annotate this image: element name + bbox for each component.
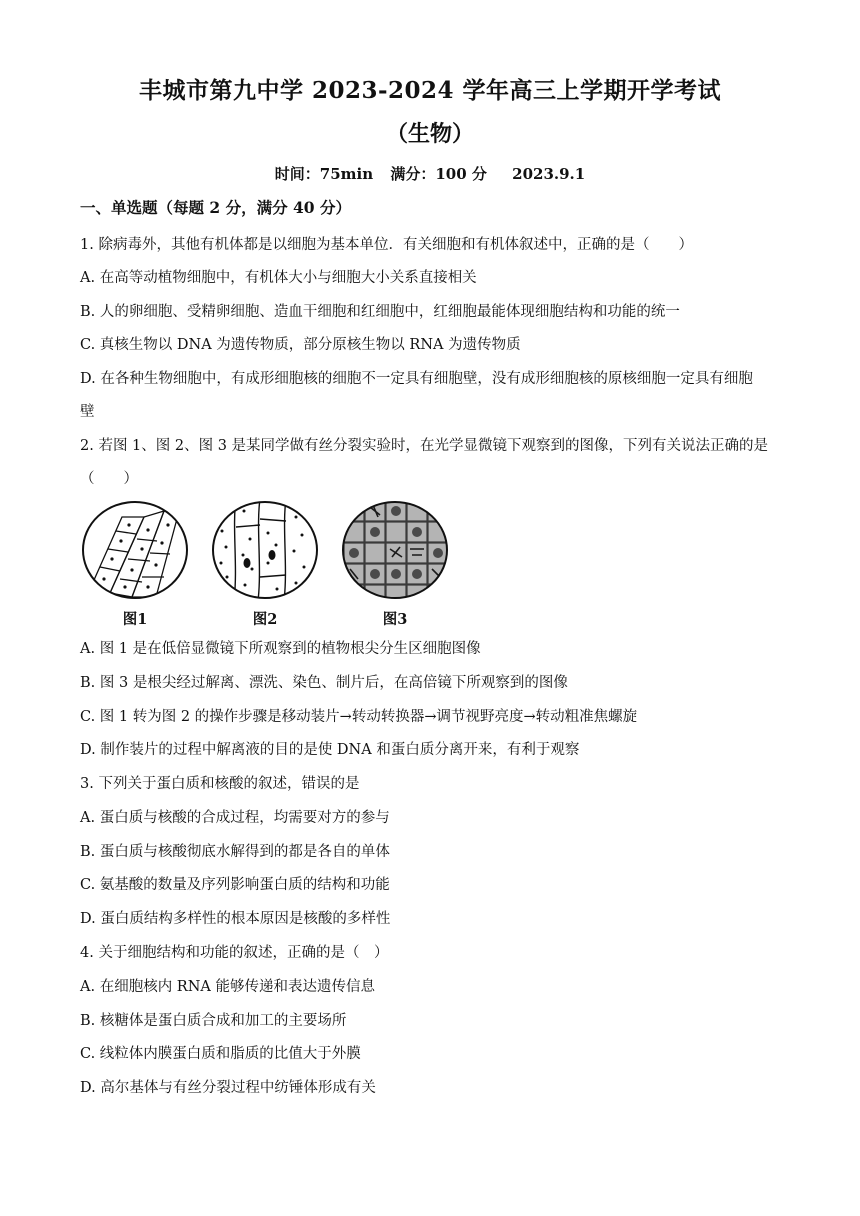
section-heading: 一、单选题（每题 2 分，满分 40 分） [80,198,351,217]
q4-option-d: D. 高尔基体与有丝分裂过程中纺锤体形成有关 [80,1080,376,1096]
q2-option-c: C. 图 1 转为图 2 的操作步骤是移动装片→转动转换器→调节视野亮度→转动粗准焦螺旋 [80,709,638,725]
q4-option-a: A. 在细胞核内 RNA 能够传递和表达遗传信息 [80,979,375,995]
figure-3-caption: 图3 [382,611,408,628]
figure-2-drawing [210,497,320,603]
figure-3 [340,497,450,628]
q1-option-b: B. 人的卵细胞、受精卵细胞、造血干细胞和红细胞中，红细胞最能体现细胞结构和功能的统一 [80,304,680,320]
exam-title: 丰城市第九中学 2023-2024 学年高三上学期开学考试 [138,77,722,104]
q2-figures [80,497,460,629]
exam-time: 时间：75min [274,165,374,183]
q3-stem: 3. 下列关于蛋白质和核酸的叙述，错误的是 [80,776,360,792]
q3-option-c: C. 氨基酸的数量及序列影响蛋白质的结构和功能 [80,877,390,893]
q4-option-b: B. 核糖体是蛋白质合成和加工的主要场所 [80,1013,347,1029]
exam-subject: （生物） [385,121,474,147]
q2-option-d: D. 制作装片的过程中解离液的目的是使 DNA 和蛋白质分离开来，有利于观察 [80,742,580,758]
figure-1 [80,497,190,628]
q1-option-c: C. 真核生物以 DNA 为遗传物质，部分原核生物以 RNA 为遗传物质 [80,337,521,353]
q2-stem: 2. 若图 1、图 2、图 3 是某同学做有丝分裂实验时，在光学显微镜下观察到的图像，下列有关说法正确的是 [80,438,769,454]
figure-1-caption: 图1 [122,611,148,628]
q4-option-c: C. 线粒体内膜蛋白质和脂质的比值大于外膜 [80,1046,361,1062]
q2-stem-cont: （ ） [80,471,138,487]
q1-option-d-cont: 壁 [80,404,95,420]
q3-option-a: A. 蛋白质与核酸的合成过程，均需要对方的参与 [80,810,390,826]
q3-option-b: B. 蛋白质与核酸彻底水解得到的都是各自的单体 [80,844,390,860]
exam-date: 2023.9.1 [512,165,586,183]
figure-1-drawing [80,497,190,603]
figure-3-micrograph [340,497,450,603]
q1-option-d: D. 在各种生物细胞中，有成形细胞核的细胞不一定具有细胞壁，没有成形细胞核的原核细胞一定具有细胞 [80,371,753,387]
q2-option-b: B. 图 3 是根尖经过解离、漂洗、染色、制片后，在高倍镜下所观察到的图像 [80,675,568,691]
q3-option-d: D. 蛋白质结构多样性的根本原因是核酸的多样性 [80,911,391,927]
figure-2-caption: 图2 [252,611,278,628]
exam-score: 满分：100 分 [390,165,487,183]
q1-stem: 1. 除病毒外，其他有机体都是以细胞为基本单位．有关细胞和有机体叙述中，正确的是（ ） [80,237,693,253]
q2-option-a: A. 图 1 是在低倍显微镜下所观察到的植物根尖分生区细胞图像 [80,641,481,657]
figure-2 [210,497,320,628]
q4-stem: 4. 关于细胞结构和功能的叙述，正确的是（ ） [80,945,389,961]
exam-meta [0,163,860,184]
q1-option-a: A. 在高等动植物细胞中，有机体大小与细胞大小关系直接相关 [80,270,477,286]
